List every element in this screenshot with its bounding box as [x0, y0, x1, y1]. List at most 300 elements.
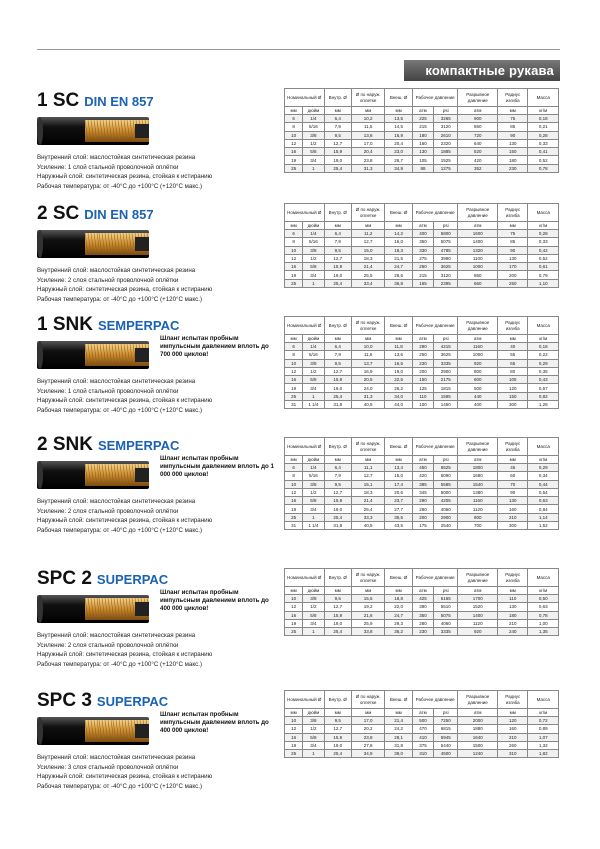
- table-cell: 31: [285, 401, 303, 409]
- description-line: Внутренний слой: маслостойкая синтетическая резина: [37, 378, 196, 385]
- hose-image: [37, 227, 149, 261]
- unit-header: кг/м: [528, 456, 559, 464]
- hose-image: [37, 458, 149, 492]
- table-cell: 13,4: [385, 464, 412, 472]
- table-cell: 3/8: [303, 131, 324, 139]
- table-cell: 1240: [458, 750, 498, 758]
- column-header-burst: Разрывное давление: [458, 691, 498, 709]
- table-cell: 230: [498, 164, 528, 172]
- description-line: Наружный слой: синтетическая резина, стойкая к истиранию: [37, 286, 213, 294]
- column-header-mass: Масса: [528, 691, 559, 709]
- unit-header: мм: [498, 335, 528, 343]
- product-name: 2 SC: [37, 203, 80, 224]
- table-cell: 1/2: [303, 725, 324, 733]
- unit-header: мм: [285, 222, 303, 230]
- unit-header: мм: [385, 709, 412, 717]
- table-cell: 300: [498, 401, 528, 409]
- table-cell: 200: [498, 271, 528, 279]
- table-cell: 17,0: [351, 139, 384, 147]
- table-cell: 13,6: [351, 131, 384, 139]
- unit-header: мм: [498, 107, 528, 115]
- hose-image: [37, 114, 149, 148]
- table-cell: 17,4: [385, 480, 412, 488]
- table-cell: 1/2: [303, 139, 324, 147]
- table-cell: 3/8: [303, 480, 324, 488]
- table-cell: 120: [498, 717, 528, 725]
- table-cell: 45: [498, 464, 528, 472]
- table-cell: 1: [303, 513, 324, 521]
- table-cell: 19,0: [324, 156, 351, 164]
- table-row: [285, 164, 559, 172]
- column-header-nominal: Номинальный Ø: [285, 569, 325, 587]
- table-cell: 12,7: [324, 725, 351, 733]
- table-cell: 1: [303, 164, 324, 172]
- table-cell: 250: [498, 279, 528, 287]
- table-cell: 5440: [434, 741, 458, 749]
- table-cell: 440: [458, 392, 498, 400]
- table-cell: 0,63: [528, 603, 559, 611]
- spec-table: [284, 568, 559, 636]
- table-cell: 8: [285, 351, 303, 359]
- table-cell: 11,5: [351, 123, 384, 131]
- unit-header: мм: [498, 222, 528, 230]
- unit-header: мм: [351, 222, 384, 230]
- table-cell: 3335: [434, 359, 458, 367]
- table-row: [285, 384, 559, 392]
- table-cell: 34,9: [385, 164, 412, 172]
- table-cell: 500: [458, 384, 498, 392]
- unit-header: мм: [498, 456, 528, 464]
- table-cell: 210: [498, 733, 528, 741]
- table-cell: 3/8: [303, 595, 324, 603]
- table-cell: 5/16: [303, 238, 324, 246]
- column-header-nominal: Номинальный Ø: [285, 438, 325, 456]
- table-cell: 0,72: [528, 717, 559, 725]
- unit-header: атм: [458, 456, 498, 464]
- table-cell: 660: [458, 279, 498, 287]
- table-cell: 1450: [434, 401, 458, 409]
- table-cell: 1595: [434, 392, 458, 400]
- table-cell: 150: [412, 376, 433, 384]
- table-cell: 20,4: [385, 139, 412, 147]
- table-cell: 5/16: [303, 472, 324, 480]
- table-cell: 5075: [434, 238, 458, 246]
- table-cell: 290: [412, 497, 433, 505]
- unit-header: мм: [385, 335, 412, 343]
- table-cell: 10: [285, 359, 303, 367]
- table-cell: 3625: [434, 351, 458, 359]
- table-cell: 0,22: [528, 351, 559, 359]
- table-cell: 65: [498, 359, 528, 367]
- table-cell: 20,2: [351, 725, 384, 733]
- table-cell: 3120: [434, 123, 458, 131]
- unit-header: мм: [324, 587, 351, 595]
- table-cell: 19: [285, 156, 303, 164]
- table-cell: 16: [285, 263, 303, 271]
- table-cell: 18,8: [385, 595, 412, 603]
- column-header-work: Рабочее давление: [412, 438, 458, 456]
- table-cell: 19,0: [324, 384, 351, 392]
- column-header-radius: Радиус изгиба: [498, 204, 528, 222]
- table-cell: 0,57: [528, 384, 559, 392]
- table-cell: 20,5: [351, 376, 384, 384]
- table-cell: 345: [412, 488, 433, 496]
- unit-header: мм: [385, 456, 412, 464]
- table-cell: 1: [303, 750, 324, 758]
- unit-header: мм: [498, 587, 528, 595]
- table-cell: 5/16: [303, 351, 324, 359]
- table-cell: 5/8: [303, 376, 324, 384]
- table-cell: 16: [285, 148, 303, 156]
- table-cell: 26,2: [385, 384, 412, 392]
- table-cell: 0,18: [528, 115, 559, 123]
- table-cell: 0,50: [528, 595, 559, 603]
- column-header-mass: Масса: [528, 89, 559, 107]
- table-row: [285, 472, 559, 480]
- unit-header: кг/м: [528, 335, 559, 343]
- product-name: SPC 3: [37, 690, 92, 711]
- table-cell: 31,3: [351, 164, 384, 172]
- table-cell: 4500: [434, 750, 458, 758]
- column-header-outer: Внеш. Ø: [385, 438, 412, 456]
- column-header-work: Рабочее давление: [412, 691, 458, 709]
- table-cell: 1880: [458, 725, 498, 733]
- table-cell: 5075: [434, 611, 458, 619]
- table-cell: 180: [412, 131, 433, 139]
- pressure-test-note: Шланг испытан пробным импульсным давлением вплоть до 400 000 циклов!: [160, 711, 269, 734]
- table-cell: 6: [285, 343, 303, 351]
- product-description: [37, 631, 287, 669]
- table-cell: 100: [412, 401, 433, 409]
- table-cell: 19: [285, 384, 303, 392]
- column-header-burst: Разрывное давление: [458, 317, 498, 335]
- unit-header: psi: [434, 335, 458, 343]
- table-cell: 13,7: [351, 359, 384, 367]
- spec-table: [284, 316, 559, 409]
- table-cell: 25: [285, 628, 303, 636]
- hose-image: [37, 338, 149, 372]
- table-cell: 85: [498, 123, 528, 131]
- table-cell: 36,2: [385, 628, 412, 636]
- table-cell: 0,18: [528, 343, 559, 351]
- table-cell: 2000: [458, 717, 498, 725]
- table-cell: 6525: [434, 464, 458, 472]
- table-row: [285, 271, 559, 279]
- table-cell: 4785: [434, 246, 458, 254]
- table-cell: 1,10: [528, 279, 559, 287]
- description-line: Усиление: 2 слоя стальной проволочной оплётки: [37, 276, 179, 284]
- column-header-burst: Разрывное давление: [458, 89, 498, 107]
- product-title: [37, 434, 179, 456]
- table-cell: 330: [412, 246, 433, 254]
- product-description: [37, 153, 287, 191]
- product-standard: SEMPERPAC: [97, 438, 180, 453]
- table-cell: 12,7: [324, 488, 351, 496]
- table-cell: 19,0: [324, 741, 351, 749]
- table-cell: 1/4: [303, 115, 324, 123]
- table-cell: 60: [498, 472, 528, 480]
- table-cell: 15,9: [324, 497, 351, 505]
- table-cell: 5945: [434, 733, 458, 741]
- table-cell: 1400: [458, 611, 498, 619]
- table-cell: 44,0: [385, 401, 412, 409]
- table-cell: 3/4: [303, 156, 324, 164]
- table-cell: 2610: [434, 131, 458, 139]
- table-cell: 150: [498, 392, 528, 400]
- table-cell: 10,2: [351, 115, 384, 123]
- column-header-burst: Разрывное давление: [458, 204, 498, 222]
- table-row: [285, 750, 559, 758]
- table-cell: 310: [498, 750, 528, 758]
- table-cell: 5/16: [303, 123, 324, 131]
- table-cell: 352: [458, 164, 498, 172]
- table-cell: 5/8: [303, 263, 324, 271]
- table-cell: 7,9: [324, 238, 351, 246]
- table-cell: 14,2: [385, 230, 412, 238]
- table-cell: 6,4: [324, 343, 351, 351]
- table-cell: 25,9: [351, 619, 384, 627]
- column-header-outer: Внеш. Ø: [385, 691, 412, 709]
- table-cell: 470: [412, 725, 433, 733]
- table-cell: 24,2: [385, 725, 412, 733]
- table-cell: 7250: [434, 717, 458, 725]
- table-row: [285, 351, 559, 359]
- table-cell: 11,2: [351, 230, 384, 238]
- table-cell: 450: [412, 464, 433, 472]
- table-cell: 25,5: [351, 271, 384, 279]
- description-line: Рабочая температура: от -40°C до +100°C (+120°C макс.): [37, 660, 203, 668]
- table-row: [285, 717, 559, 725]
- product-title: [37, 314, 179, 336]
- unit-header: мм: [351, 335, 384, 343]
- table-cell: 21,6: [351, 611, 384, 619]
- table-cell: 18,3: [385, 246, 412, 254]
- table-cell: 1160: [458, 497, 498, 505]
- table-row: [285, 733, 559, 741]
- table-cell: 1400: [458, 238, 498, 246]
- unit-header: мм: [285, 456, 303, 464]
- table-cell: 5510: [434, 603, 458, 611]
- table-cell: 175: [412, 522, 433, 530]
- table-cell: 40: [498, 343, 528, 351]
- unit-header: мм: [351, 587, 384, 595]
- table-cell: 7,9: [324, 472, 351, 480]
- table-cell: 0,28: [528, 230, 559, 238]
- table-cell: 16: [285, 733, 303, 741]
- table-cell: 16: [285, 376, 303, 384]
- table-cell: 3120: [434, 271, 458, 279]
- table-cell: 90: [498, 131, 528, 139]
- table-cell: 130: [498, 603, 528, 611]
- table-cell: 2540: [434, 522, 458, 530]
- table-cell: 900: [458, 115, 498, 123]
- table-cell: 23,8: [351, 733, 384, 741]
- unit-header: мм: [351, 709, 384, 717]
- table-cell: 3/4: [303, 741, 324, 749]
- table-cell: 88: [412, 164, 433, 172]
- pressure-test-note: Шланг испытан пробным импульсным давлением вплоть до 400 000 циклов!: [160, 589, 269, 612]
- unit-header: атм: [412, 709, 433, 717]
- table-row: [285, 725, 559, 733]
- table-cell: 640: [458, 139, 498, 147]
- table-cell: 1540: [458, 480, 498, 488]
- product-title: [37, 568, 168, 590]
- table-cell: 34,9: [351, 750, 384, 758]
- product-standard: SEMPERPAC: [97, 318, 180, 333]
- table-cell: 8: [285, 238, 303, 246]
- unit-header: psi: [434, 107, 458, 115]
- table-cell: 10,0: [351, 343, 384, 351]
- table-cell: 0,29: [528, 359, 559, 367]
- table-cell: 18,3: [351, 488, 384, 496]
- table-cell: 0,78: [528, 611, 559, 619]
- table-cell: 420: [412, 472, 433, 480]
- table-cell: 400: [458, 401, 498, 409]
- table-cell: 15,0: [385, 472, 412, 480]
- column-header-inner: Внутр. Ø: [324, 438, 351, 456]
- table-cell: 25,4: [324, 392, 351, 400]
- table-cell: 23,0: [385, 148, 412, 156]
- description-line: Усиление: 2 слоя стальной проволочной оплётки: [37, 507, 179, 515]
- table-cell: 16: [285, 611, 303, 619]
- table-cell: 180: [498, 156, 528, 164]
- unit-header: мм: [285, 335, 303, 343]
- column-header-inner: Внутр. Ø: [324, 317, 351, 335]
- table-row: [285, 115, 559, 123]
- table-cell: 1 1/4: [303, 401, 324, 409]
- table-cell: 920: [458, 628, 498, 636]
- table-row: [285, 148, 559, 156]
- table-cell: 12: [285, 367, 303, 375]
- table-cell: 105: [412, 156, 433, 164]
- table-cell: 19,0: [324, 619, 351, 627]
- column-header-burst: Разрывное давление: [458, 438, 498, 456]
- table-row: [285, 480, 559, 488]
- unit-header: дюйм: [303, 456, 324, 464]
- table-cell: 2175: [434, 376, 458, 384]
- table-cell: 19,0: [385, 367, 412, 375]
- table-cell: 1,32: [528, 741, 559, 749]
- table-cell: 400: [412, 230, 433, 238]
- table-cell: 6: [285, 230, 303, 238]
- table-cell: 25: [285, 513, 303, 521]
- table-cell: 1,00: [528, 619, 559, 627]
- table-cell: 120: [498, 384, 528, 392]
- table-cell: 0,63: [528, 497, 559, 505]
- table-cell: 6,4: [324, 464, 351, 472]
- unit-header: мм: [385, 587, 412, 595]
- unit-header: мм: [498, 709, 528, 717]
- table-cell: 920: [458, 359, 498, 367]
- table-cell: 5/8: [303, 148, 324, 156]
- table-row: [285, 139, 559, 147]
- table-cell: 26,7: [385, 156, 412, 164]
- table-cell: 0,79: [528, 271, 559, 279]
- column-header-braid: Ø по наруж. оплетке: [351, 438, 384, 456]
- product-standard: DIN EN 857: [84, 207, 154, 222]
- table-cell: 10: [285, 131, 303, 139]
- column-header-work: Рабочее давление: [412, 89, 458, 107]
- table-cell: 6090: [434, 472, 458, 480]
- unit-header: мм: [351, 107, 384, 115]
- table-cell: 24,7: [385, 611, 412, 619]
- product-title: [37, 203, 154, 225]
- table-cell: 10: [285, 480, 303, 488]
- table-cell: 12,7: [324, 254, 351, 262]
- table-row: [285, 392, 559, 400]
- table-cell: 700: [458, 522, 498, 530]
- table-cell: 34,0: [385, 392, 412, 400]
- table-row: [285, 367, 559, 375]
- table-cell: 3/4: [303, 384, 324, 392]
- table-cell: 420: [458, 156, 498, 164]
- description-line: Наружный слой: синтетическая резина, стойкая к истиранию: [37, 173, 213, 181]
- unit-header: атм: [412, 335, 433, 343]
- table-cell: 40,5: [351, 401, 384, 409]
- table-cell: 31,8: [324, 401, 351, 409]
- column-header-outer: Внеш. Ø: [385, 89, 412, 107]
- column-header-inner: Внутр. Ø: [324, 204, 351, 222]
- table-cell: 6815: [434, 725, 458, 733]
- table-cell: 180: [498, 611, 528, 619]
- table-row: [285, 246, 559, 254]
- table-cell: 250: [412, 263, 433, 271]
- table-cell: 24,0: [351, 384, 384, 392]
- table-cell: 1000: [458, 263, 498, 271]
- table-cell: 240: [498, 628, 528, 636]
- product-standard: DIN EN 857: [84, 94, 154, 109]
- table-cell: 15,1: [351, 480, 384, 488]
- table-cell: 12: [285, 254, 303, 262]
- table-cell: 19,2: [351, 603, 384, 611]
- product-description: [37, 753, 287, 791]
- table-cell: 1120: [458, 619, 498, 627]
- table-cell: 10: [285, 246, 303, 254]
- table-cell: 16,0: [385, 238, 412, 246]
- table-cell: 6,4: [324, 115, 351, 123]
- table-cell: 12,7: [351, 472, 384, 480]
- table-row: [285, 401, 559, 409]
- unit-header: мм: [324, 222, 351, 230]
- table-cell: 3/4: [303, 619, 324, 627]
- table-cell: 24,7: [385, 263, 412, 271]
- column-header-radius: Радиус изгиба: [498, 438, 528, 456]
- table-cell: 160: [412, 139, 433, 147]
- table-cell: 290: [412, 343, 433, 351]
- table-cell: 33,3: [351, 513, 384, 521]
- table-cell: 800: [458, 513, 498, 521]
- column-header-radius: Радиус изгиба: [498, 317, 528, 335]
- table-cell: 13,6: [385, 351, 412, 359]
- table-cell: 1/2: [303, 254, 324, 262]
- table-cell: 3265: [434, 115, 458, 123]
- table-cell: 1/2: [303, 603, 324, 611]
- table-cell: 3/4: [303, 271, 324, 279]
- column-header-work: Рабочее давление: [412, 569, 458, 587]
- table-cell: 9,5: [324, 595, 351, 603]
- column-header-nominal: Номинальный Ø: [285, 691, 325, 709]
- product-description: [37, 266, 287, 304]
- spec-table: [284, 88, 559, 173]
- table-cell: 19: [285, 505, 303, 513]
- column-header-braid: Ø по наруж. оплетке: [351, 204, 384, 222]
- table-cell: 15,9: [324, 611, 351, 619]
- description-line: Рабочая температура: от -40°C до +100°C (+120°C макс.): [37, 182, 203, 190]
- column-header-braid: Ø по наруж. оплетке: [351, 89, 384, 107]
- table-cell: 860: [458, 271, 498, 279]
- table-cell: 25,4: [324, 513, 351, 521]
- table-cell: 1815: [434, 384, 458, 392]
